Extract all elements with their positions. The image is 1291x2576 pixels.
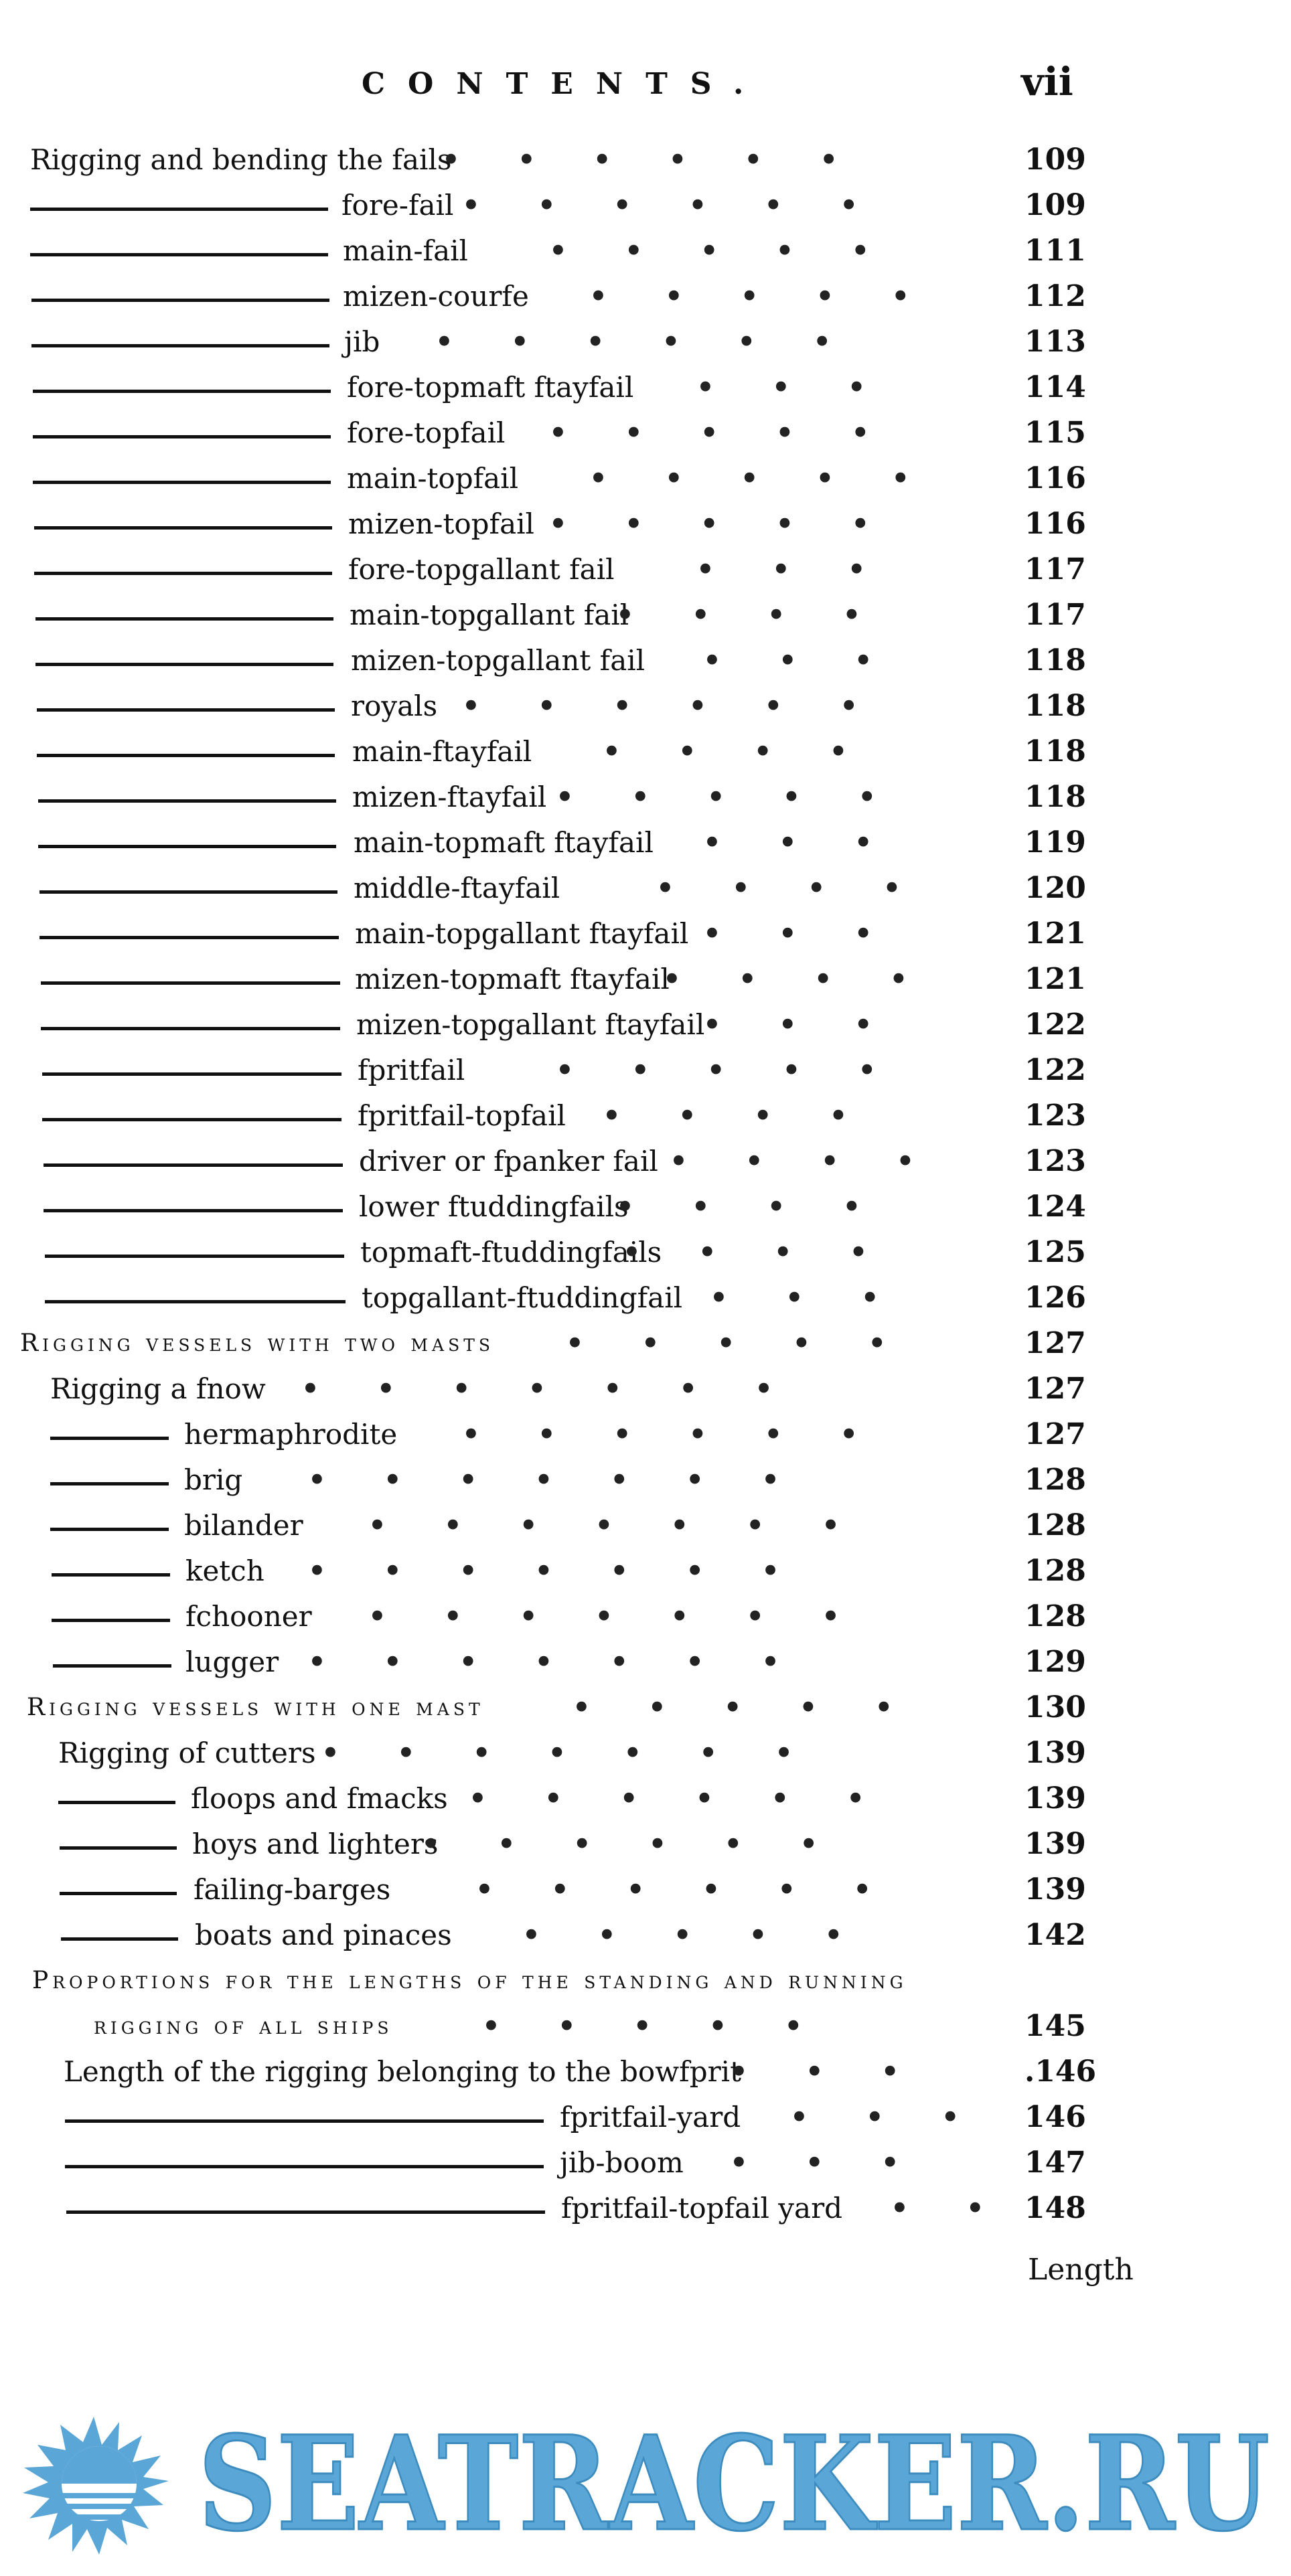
toc-entry bbox=[0, 684, 1291, 728]
ditto-rule bbox=[40, 890, 337, 894]
dot-leader: •••••• bbox=[422, 1828, 876, 1860]
toc-entry bbox=[0, 320, 1291, 364]
toc-entry-label: bilander bbox=[184, 1509, 303, 1542]
toc-entry bbox=[0, 2186, 1291, 2231]
dot-leader: ••••• bbox=[589, 462, 968, 495]
toc-entry bbox=[0, 1640, 1291, 1684]
toc-page-number: 123 bbox=[1024, 1144, 1086, 1178]
dot-leader: ••• bbox=[703, 826, 930, 859]
ditto-rule bbox=[33, 481, 331, 484]
toc-entry bbox=[0, 730, 1291, 774]
toc-entry bbox=[0, 2050, 1291, 2094]
toc-page-number: 124 bbox=[1024, 1190, 1086, 1224]
dot-leader: •••• bbox=[623, 1236, 925, 1269]
ditto-rule bbox=[65, 2165, 544, 2168]
toc-page-number: 147 bbox=[1024, 2146, 1086, 2180]
dot-leader: •••• bbox=[656, 872, 959, 904]
toc-page-number: 121 bbox=[1024, 916, 1086, 951]
ditto-rule bbox=[65, 2119, 544, 2123]
toc-page-number: 118 bbox=[1024, 734, 1086, 769]
toc-page-number: 115 bbox=[1024, 416, 1086, 450]
toc-entry-label: driver or fpanker fail bbox=[359, 1145, 658, 1178]
ditto-rule bbox=[50, 1482, 169, 1485]
ditto-rule bbox=[34, 572, 332, 575]
ditto-rule bbox=[31, 344, 329, 347]
dot-leader: ••• bbox=[790, 2101, 1017, 2134]
toc-entry-label: Rigging and bending the fails bbox=[30, 143, 452, 176]
ditto-rule bbox=[58, 1801, 175, 1804]
toc-entry bbox=[0, 502, 1291, 546]
toc-page-number: 116 bbox=[1024, 507, 1086, 541]
toc-entry bbox=[0, 411, 1291, 455]
toc-entry-label: topmaft-ftuddingfails bbox=[360, 1236, 662, 1269]
toc-page-number: 139 bbox=[1024, 1872, 1086, 1907]
toc-entry-label: jib-boom bbox=[560, 2146, 684, 2179]
toc-entry-label: ketch bbox=[185, 1554, 264, 1587]
ditto-rule bbox=[45, 1255, 344, 1258]
dot-leader: ••••••• bbox=[321, 1737, 850, 1769]
toc-entry-label: mizen-ftayfail bbox=[352, 781, 547, 813]
dot-leader: •••• bbox=[603, 735, 905, 768]
toc-entry bbox=[0, 775, 1291, 819]
toc-entry-label: fpritfail-topfail yard bbox=[561, 2192, 843, 2225]
dot-leader: ••• bbox=[730, 2055, 957, 2088]
toc-entry-label: Rigging a fnow bbox=[50, 1372, 266, 1405]
ditto-rule bbox=[60, 1892, 177, 1895]
sun-logo-icon bbox=[23, 2417, 169, 2555]
toc-page-number: 146 bbox=[1024, 2100, 1086, 2134]
toc-entry-label: main-fail bbox=[343, 234, 468, 267]
toc-entry-label: fore-fail bbox=[341, 189, 454, 222]
ditto-rule bbox=[44, 1209, 343, 1212]
ditto-rule bbox=[38, 845, 336, 848]
dot-leader: ••• bbox=[710, 1281, 937, 1314]
ditto-rule bbox=[42, 1072, 341, 1076]
toc-entry-label: Rigging vessels with one mast bbox=[27, 1694, 484, 1721]
ditto-rule bbox=[41, 1027, 340, 1030]
toc-entry bbox=[0, 183, 1291, 228]
ditto-rule bbox=[45, 1300, 346, 1303]
dot-leader: ••• bbox=[696, 553, 923, 586]
dot-leader: ••••• bbox=[549, 234, 927, 267]
toc-page-number: 126 bbox=[1024, 1281, 1086, 1315]
toc-entry-label: jib bbox=[344, 325, 380, 358]
toc-page-number: 129 bbox=[1024, 1645, 1086, 1679]
toc-page-number: 130 bbox=[1024, 1690, 1086, 1724]
toc-entry-label: main-topgallant ftayfail bbox=[355, 917, 689, 950]
dot-leader: •••• bbox=[670, 1145, 972, 1178]
toc-entry-label: lower ftuddingfails bbox=[359, 1190, 629, 1223]
dot-leader: ••••• bbox=[573, 1691, 951, 1724]
toc-page-number: 128 bbox=[1024, 1554, 1086, 1588]
toc-entry bbox=[0, 229, 1291, 273]
toc-entry bbox=[0, 1276, 1291, 1320]
ditto-rule bbox=[33, 390, 331, 393]
ditto-rule bbox=[38, 799, 336, 803]
toc-entry bbox=[0, 1413, 1291, 1457]
toc-page-number: 117 bbox=[1024, 552, 1086, 586]
toc-page-number: 128 bbox=[1024, 1599, 1086, 1633]
dot-leader: ••••••• bbox=[308, 1645, 837, 1678]
toc-entry bbox=[0, 1686, 1291, 1730]
toc-page-number: 145 bbox=[1024, 2009, 1086, 2043]
toc-entry bbox=[0, 2095, 1291, 2140]
toc-entry bbox=[0, 1048, 1291, 1093]
toc-entry-label: hermaphrodite bbox=[184, 1418, 398, 1451]
ditto-rule bbox=[40, 936, 339, 939]
toc-entry-label: Rigging of cutters bbox=[58, 1737, 316, 1769]
toc-entry bbox=[0, 457, 1291, 501]
dot-leader: •••• bbox=[663, 963, 966, 995]
ditto-rule bbox=[35, 663, 333, 666]
toc-entry-label: fore-topgallant fail bbox=[348, 553, 615, 586]
toc-page-number: 118 bbox=[1024, 643, 1086, 677]
dot-leader: ••••• bbox=[556, 781, 934, 813]
dot-leader: ••• bbox=[730, 2146, 957, 2179]
dot-leader: ••••••• bbox=[301, 1372, 830, 1405]
toc-page-number: 139 bbox=[1024, 1736, 1086, 1770]
toc-entry-label: mizen-topfail bbox=[348, 507, 534, 540]
watermark-banner bbox=[0, 2370, 1291, 2576]
ditto-rule bbox=[50, 1437, 169, 1440]
toc-page-number: 119 bbox=[1024, 825, 1086, 860]
toc-page-number: 117 bbox=[1024, 598, 1086, 632]
ditto-rule bbox=[37, 708, 335, 712]
toc-entry-label: middle-ftayfail bbox=[354, 872, 560, 904]
toc-entry bbox=[0, 1868, 1291, 1912]
ditto-rule bbox=[41, 981, 340, 985]
dot-leader: •• bbox=[891, 2192, 1042, 2225]
toc-entry bbox=[0, 1549, 1291, 1593]
dot-leader: •••••• bbox=[462, 189, 916, 222]
toc-entry bbox=[0, 821, 1291, 865]
ditto-rule bbox=[37, 754, 335, 757]
toc-entry-label: fchooner bbox=[185, 1600, 312, 1633]
toc-entry-label: failing-barges bbox=[194, 1873, 391, 1906]
toc-entry-label: mizen-topmaft ftayfail bbox=[355, 963, 670, 995]
toc-entry bbox=[0, 1094, 1291, 1138]
dot-leader: ••• bbox=[703, 644, 930, 677]
toc-entry bbox=[0, 1321, 1291, 1366]
toc-page-number: 118 bbox=[1024, 689, 1086, 723]
toc-entry-label: royals bbox=[351, 690, 438, 722]
dot-leader: ••••• bbox=[549, 416, 927, 449]
toc-page-number: .146 bbox=[1024, 2055, 1097, 2089]
ditto-rule bbox=[52, 1619, 170, 1622]
ditto-rule bbox=[42, 1118, 341, 1121]
watermark-text: SEATRACKER.RU bbox=[198, 2407, 1270, 2560]
toc-entry-label: main-ftayfail bbox=[352, 735, 532, 768]
dot-leader: ••••••• bbox=[308, 1463, 837, 1496]
dot-leader: •••• bbox=[616, 598, 919, 631]
toc-entry-label: main-topfail bbox=[347, 462, 519, 495]
ditto-rule bbox=[44, 1163, 343, 1167]
toc-page-number: 139 bbox=[1024, 1781, 1086, 1816]
toc-entry bbox=[0, 639, 1291, 683]
toc-entry-label: fpritfail-yard bbox=[560, 2101, 741, 2134]
ditto-rule bbox=[34, 526, 332, 530]
toc-entry bbox=[0, 1230, 1291, 1275]
dot-leader: ••••••• bbox=[368, 1600, 897, 1633]
toc-page-number: 123 bbox=[1024, 1099, 1086, 1133]
toc-entry bbox=[0, 1139, 1291, 1184]
toc-entry-label: mizen-topgallant ftayfail bbox=[356, 1008, 705, 1041]
toc-entry bbox=[0, 1458, 1291, 1502]
catchword: Length bbox=[1028, 2253, 1134, 2287]
dot-leader: •••• bbox=[616, 1190, 919, 1223]
ditto-rule bbox=[61, 1937, 178, 1941]
toc-entry-label: floops and fmacks bbox=[191, 1782, 448, 1815]
toc-entry bbox=[0, 1913, 1291, 1957]
toc-entry-label: Rigging vessels with two masts bbox=[20, 1330, 495, 1357]
toc-entry bbox=[0, 957, 1291, 1001]
toc-entry bbox=[0, 138, 1291, 182]
dot-leader: ••••• bbox=[522, 1919, 901, 1951]
toc-entry bbox=[0, 1185, 1291, 1229]
page-number: vii bbox=[1021, 59, 1073, 104]
toc-entry bbox=[0, 2004, 1291, 2048]
ditto-rule bbox=[53, 1664, 171, 1668]
toc-page-number: 127 bbox=[1024, 1372, 1086, 1406]
dot-leader: ••••• bbox=[566, 1327, 944, 1360]
toc-page-number: 120 bbox=[1024, 871, 1086, 905]
toc-entry-label: topgallant-ftuddingfail bbox=[362, 1281, 683, 1314]
toc-entry bbox=[0, 912, 1291, 956]
toc-entry-label: fore-topmaft ftayfail bbox=[347, 371, 634, 404]
toc-entry bbox=[0, 2141, 1291, 2185]
dot-leader: •••••• bbox=[462, 690, 916, 722]
toc-entry bbox=[0, 366, 1291, 410]
dot-leader: ••••• bbox=[556, 1054, 934, 1086]
ditto-rule bbox=[30, 253, 328, 256]
ditto-rule bbox=[50, 1528, 169, 1531]
toc-page-number: 122 bbox=[1024, 1008, 1086, 1042]
toc-entry bbox=[0, 1731, 1291, 1775]
toc-entry bbox=[0, 1959, 1291, 2003]
ditto-rule bbox=[30, 208, 328, 211]
dot-leader: •••••• bbox=[435, 325, 889, 358]
toc-entry-label: fpritfail bbox=[358, 1054, 465, 1086]
toc-entry-label: hoys and lighters bbox=[192, 1828, 439, 1860]
page-title: CONTENTS. bbox=[362, 67, 767, 101]
dot-leader: •••••• bbox=[462, 1418, 916, 1451]
dot-leader: •••••• bbox=[475, 1873, 929, 1906]
ditto-rule bbox=[66, 2210, 545, 2214]
toc-entry-label: lugger bbox=[185, 1645, 279, 1678]
toc-entry-label: fpritfail-topfail bbox=[358, 1099, 566, 1132]
toc-page-number: 111 bbox=[1024, 234, 1086, 268]
toc-entry bbox=[0, 1777, 1291, 1821]
toc-entry bbox=[0, 1367, 1291, 1411]
dot-leader: •••• bbox=[603, 1099, 905, 1132]
toc-page-number: 116 bbox=[1024, 461, 1086, 495]
toc-page-number: 127 bbox=[1024, 1417, 1086, 1451]
toc-entry-label: mizen-courfe bbox=[343, 280, 529, 313]
dot-leader: ••••••• bbox=[368, 1509, 897, 1542]
dot-leader: ••• bbox=[703, 1008, 930, 1041]
ditto-rule bbox=[35, 617, 333, 621]
toc-entry bbox=[0, 866, 1291, 910]
toc-entry-label: main-topgallant fail bbox=[350, 598, 629, 631]
ditto-rule bbox=[33, 435, 331, 438]
dot-leader: ••••• bbox=[482, 2010, 860, 2042]
toc-page-number: 128 bbox=[1024, 1463, 1086, 1497]
toc-entry bbox=[0, 274, 1291, 319]
ditto-rule bbox=[31, 299, 329, 302]
toc-page-number: 112 bbox=[1024, 279, 1086, 313]
toc-page-number: 148 bbox=[1024, 2191, 1086, 2225]
toc-page-number: 122 bbox=[1024, 1053, 1086, 1087]
toc-entry-label: mizen-topgallant fail bbox=[351, 644, 646, 677]
toc-page-number: 127 bbox=[1024, 1326, 1086, 1360]
toc-entry bbox=[0, 548, 1291, 592]
toc-page-number: 128 bbox=[1024, 1508, 1086, 1542]
dot-leader: •••••• bbox=[442, 143, 896, 176]
toc-entry bbox=[0, 593, 1291, 637]
toc-page-number: 125 bbox=[1024, 1235, 1086, 1269]
dot-leader: ••• bbox=[703, 917, 930, 950]
toc-page-number: 118 bbox=[1024, 780, 1086, 814]
toc-page-number: 142 bbox=[1024, 1918, 1086, 1952]
toc-page-number: 121 bbox=[1024, 962, 1086, 996]
dot-leader: ••• bbox=[696, 371, 923, 404]
dot-leader: •••••• bbox=[469, 1782, 923, 1815]
toc-page-number: 113 bbox=[1024, 325, 1086, 359]
toc-entry-label: brig bbox=[184, 1463, 243, 1496]
dot-leader: ••••• bbox=[589, 280, 968, 313]
toc-entry-label: main-topmaft ftayfail bbox=[354, 826, 654, 859]
toc-page-number: 109 bbox=[1024, 143, 1086, 177]
toc-entry-label: boats and pinaces bbox=[195, 1919, 452, 1951]
toc-entry-label: Proportions for the lengths of the standing and running bbox=[32, 1967, 907, 1994]
toc-page-number: 109 bbox=[1024, 188, 1086, 222]
toc-entry bbox=[0, 1504, 1291, 1548]
toc-entry bbox=[0, 1003, 1291, 1047]
toc-entry bbox=[0, 1822, 1291, 1866]
toc-page-number: 139 bbox=[1024, 1827, 1086, 1861]
ditto-rule bbox=[52, 1573, 170, 1577]
toc-entry-label: fore-topfail bbox=[347, 416, 506, 449]
toc-entry-label: Length of the rigging belonging to the bowfprit bbox=[64, 2055, 741, 2088]
ditto-rule bbox=[60, 1846, 177, 1850]
dot-leader: ••••• bbox=[549, 507, 927, 540]
toc-entry bbox=[0, 1595, 1291, 1639]
toc-page-number: 114 bbox=[1024, 370, 1086, 404]
toc-entry-label: rigging of all ships bbox=[94, 2012, 393, 2040]
dot-leader: ••••••• bbox=[308, 1554, 837, 1587]
